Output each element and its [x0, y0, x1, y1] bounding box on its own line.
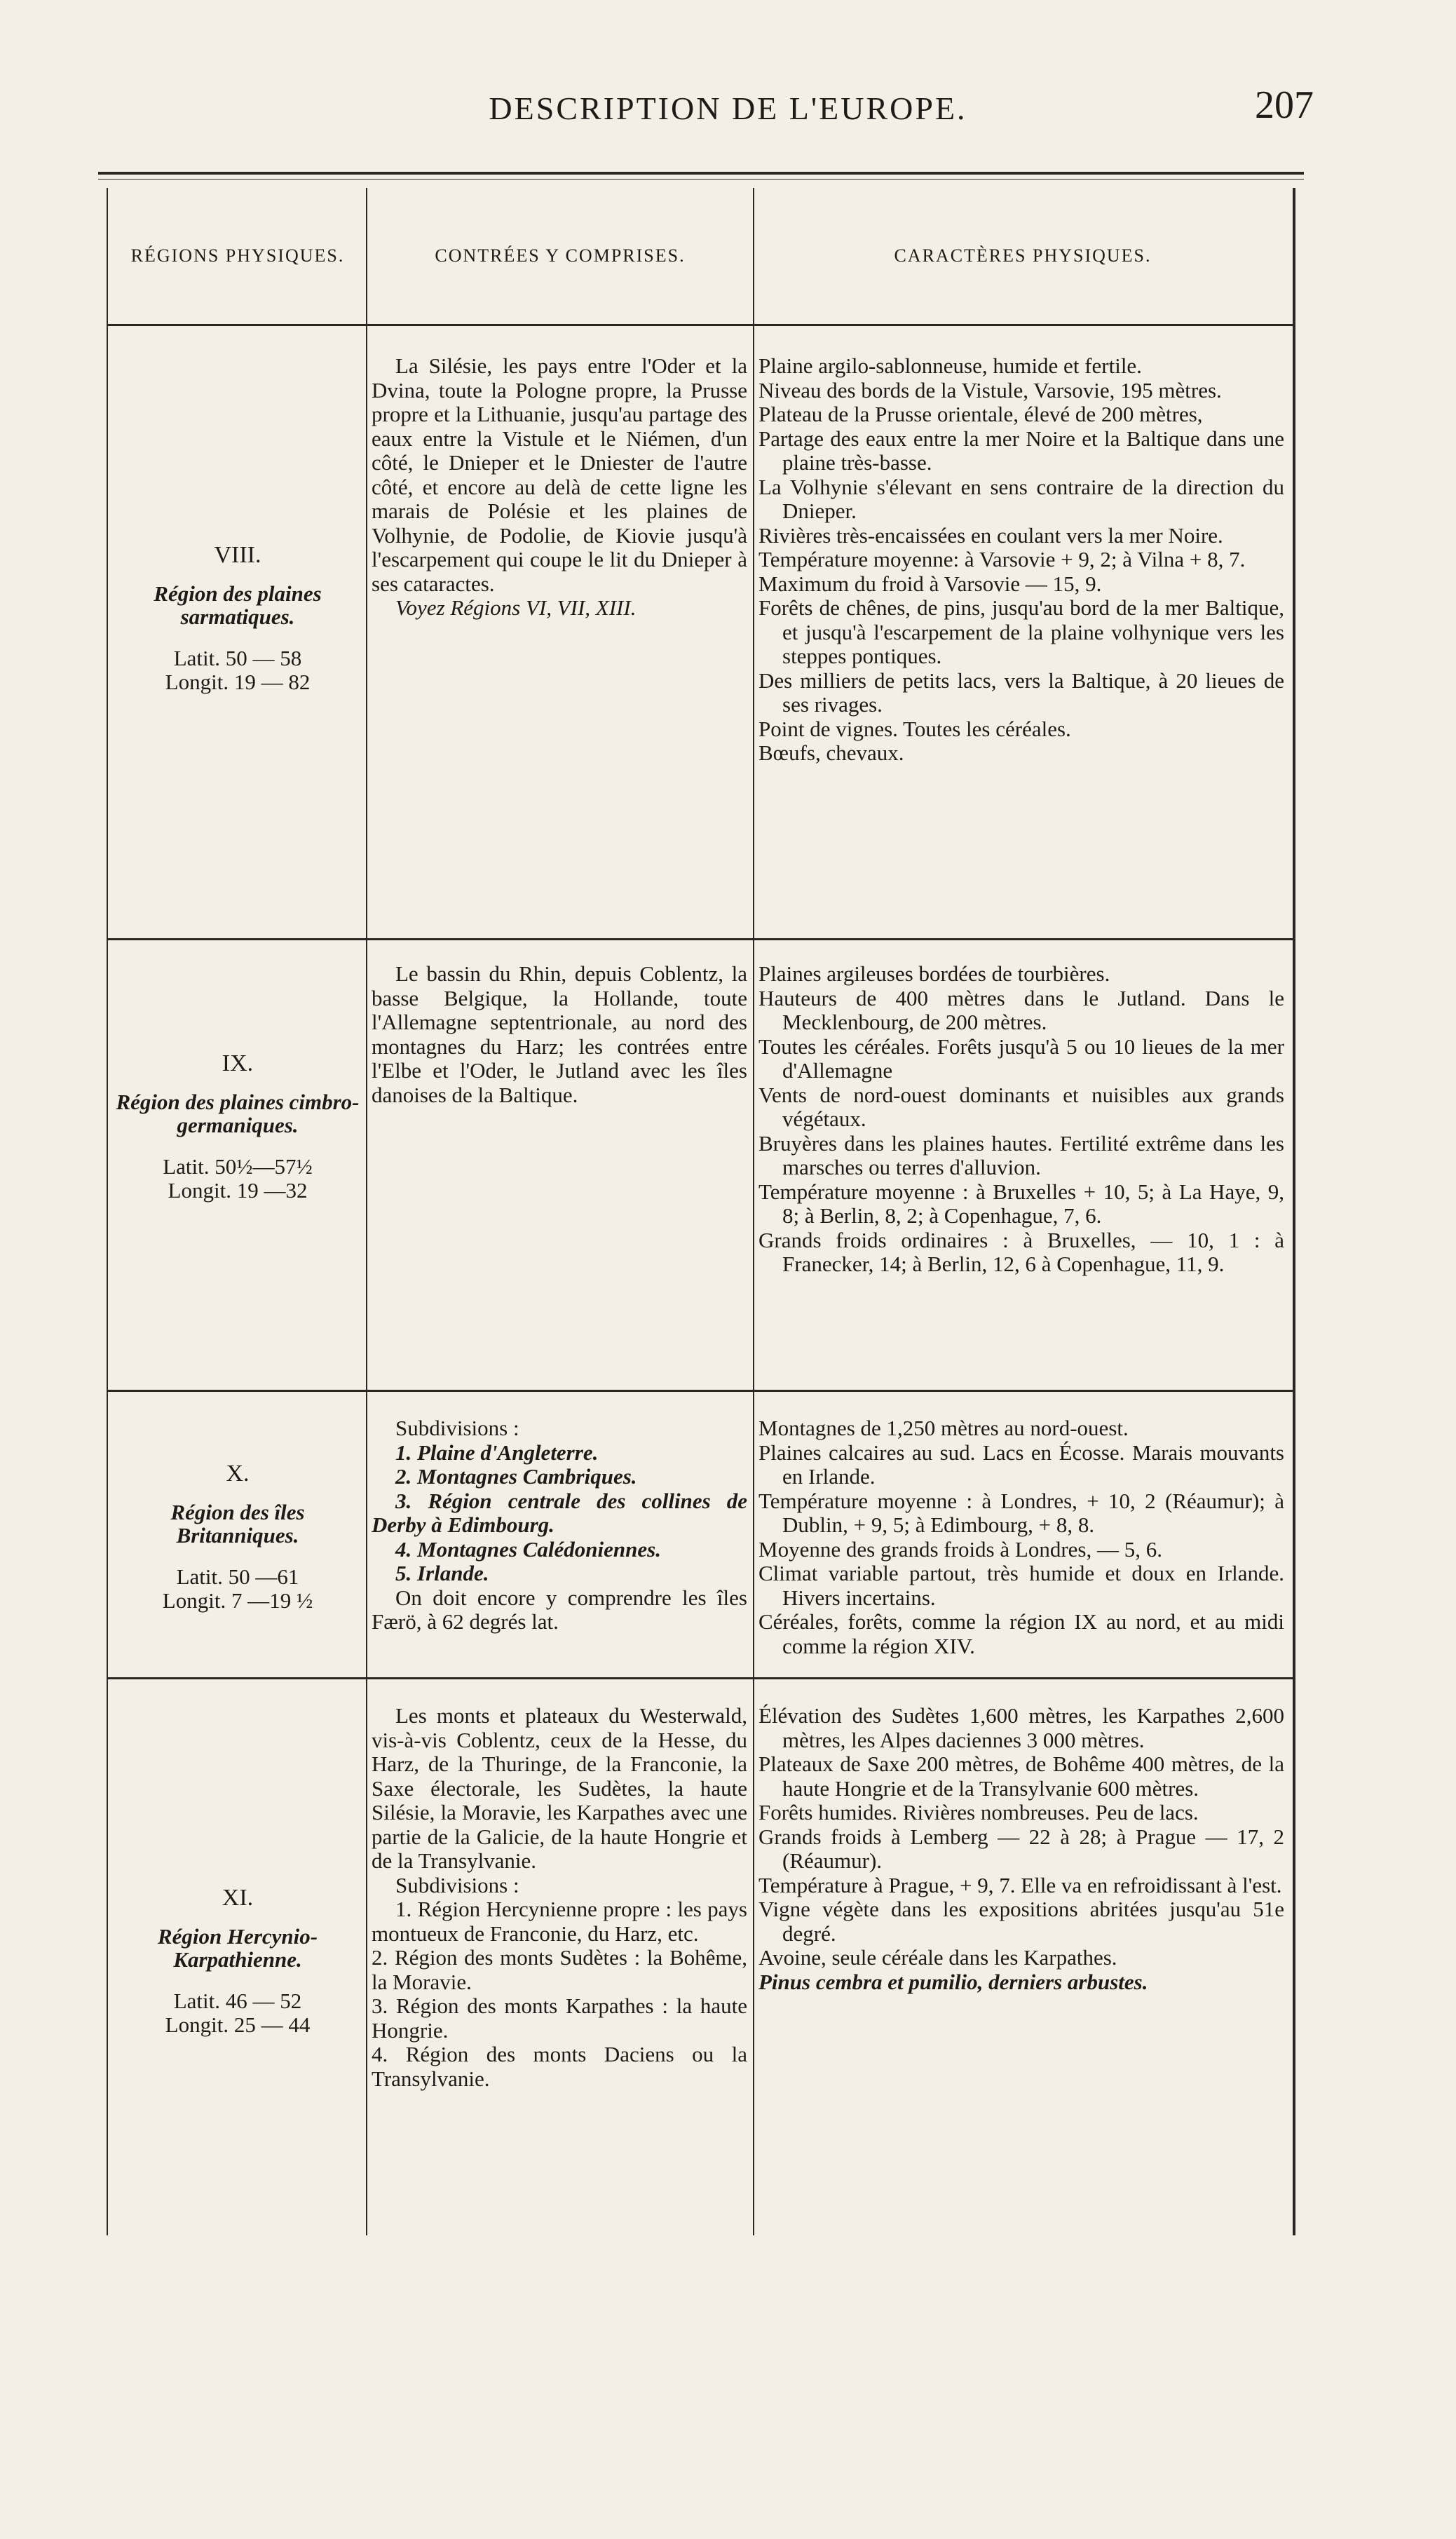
column-divider	[366, 188, 367, 2235]
row-divider	[107, 324, 1294, 326]
countries-cell	[372, 354, 747, 621]
countries-text: Le bassin du Rhin, depuis Coblentz, la basse Belgique, la Hollande, toute l'Allemagne septentrionale, au nord des montagnes du Harz; les contrées entre l'Elbe et l'Oder, le Jutland avec les îles danoises de la Baltique.	[372, 961, 747, 1107]
characteristic-line: Rivières très-encaissées en coulant vers la mer Noire.	[758, 522, 1223, 548]
characteristic-line: Bruyères dans les plaines hautes. Fertilité extrême dans les marsches ou terres d'alluvion.	[758, 1130, 1284, 1179]
characteristic-line: Des milliers de petits lacs, vers la Baltique, à 20 lieues de ses rivages.	[758, 668, 1284, 717]
characteristic-line: Température à Prague, + 9, 7. Elle va en refroidissant à l'est.	[758, 1872, 1282, 1897]
characteristic-line: Maximum du froid à Varsovie — 15, 9.	[758, 571, 1102, 596]
top-rule-thin	[98, 179, 1304, 180]
characteristic-line: Température moyenne : à Londres, + 10, 2 (Réaumur); à Dublin, + 9, 5; à Edimbourg, + 8, 8.	[758, 1488, 1284, 1537]
characteristic-line: Vents de nord-ouest dominants et nuisibles aux grands végétaux.	[758, 1082, 1284, 1131]
characteristic-line: Grands froids ordinaires : à Bruxelles, — 10, 1 : à Franecker, 14; à Berlin, 12, 6 à Copenhague, 11, 9.	[758, 1227, 1284, 1276]
characteristic-line: Hauteurs de 400 mètres dans le Jutland. Dans le Mecklenbourg, de 200 mètres.	[758, 985, 1284, 1034]
characteristic-line: Plateau de la Prusse orientale, élevé de 200 mètres,	[758, 402, 1203, 426]
characteristics-cell	[758, 1416, 1284, 1658]
column-header: RÉGIONS PHYSIQUES.	[130, 245, 345, 266]
characteristic-line: Plaine argilo-sablonneuse, humide et fertile.	[758, 353, 1142, 378]
region-latitude: Latit. 50 — 58	[173, 645, 302, 670]
region-cell	[112, 543, 363, 694]
region-name: Région des îles Britanniques.	[170, 1499, 305, 1548]
characteristic-line: Vigne végète dans les expositions abritées jusqu'au 51e degré.	[758, 1897, 1284, 1946]
characteristic-line: Pinus cembra et pumilio, derniers arbustes.	[758, 1969, 1148, 1994]
countries-cell	[372, 1416, 747, 1634]
row-divider	[107, 938, 1294, 940]
characteristic-line: Moyenne des grands froids à Londres, — 5, 6.	[758, 1536, 1162, 1562]
characteristic-line: Montagnes de 1,250 mètres au nord-ouest.	[758, 1416, 1129, 1440]
subdivisions-label: Subdivisions :	[395, 1416, 519, 1440]
region-cell	[112, 1052, 363, 1203]
characteristic-line: Forêts de chênes, de pins, jusqu'au bord de la mer Baltique, et jusqu'à l'escarpement de la plaine volhynique vers les steppes pontiques.	[758, 595, 1284, 668]
region-longitude: Longit. 7 —19 ½	[162, 1587, 313, 1613]
characteristic-line: Point de vignes. Toutes les céréales.	[758, 716, 1071, 741]
characteristic-line: Plateaux de Saxe 200 mètres, de Bohême 400 mètres, de la haute Hongrie et de la Transylvanie 600 mètres.	[758, 1752, 1284, 1801]
countries-cell	[372, 1704, 747, 2091]
characteristic-line: Avoine, seule céréale dans les Karpathes.	[758, 1945, 1117, 1970]
characteristic-line: La Volhynie s'élevant en sens contraire de la direction du Dnieper.	[758, 474, 1284, 523]
subdivision-item: 4. Région des monts Daciens ou la Transylvanie.	[372, 2042, 747, 2091]
countries-text: Les monts et plateaux du Westerwald, vis-à-vis Coblentz, ceux de la Hesse, du Harz, de la Thuringe, de la Franconie, la Saxe électorale, les Sudètes, la haute Silésie, la Moravie, les Karpathes avec une partie de la Galicie, de la haute Hongrie et de la Transylvanie.	[372, 1703, 747, 1873]
region-cell	[112, 1462, 363, 1613]
region-latitude: Latit. 46 — 52	[173, 1988, 302, 2013]
subdivision-item: 4. Montagnes Calédoniennes.	[395, 1536, 661, 1562]
subdivision-item: 5. Irlande.	[395, 1561, 489, 1585]
characteristic-line: Grands froids à Lemberg — 22 à 28; à Prague — 17, 2 (Réaumur).	[758, 1824, 1284, 1873]
region-number: XI.	[222, 1885, 254, 1911]
countries-cell	[372, 962, 747, 1107]
top-rule	[98, 172, 1304, 175]
subdivision-item: 1. Plaine d'Angleterre.	[395, 1440, 599, 1465]
subdivision-item: 3. Région centrale des collines de Derby à Edimbourg.	[372, 1488, 747, 1537]
subdivision-item: 3. Région des monts Karpathes : la haute Hongrie.	[372, 1993, 747, 2043]
characteristic-line: Élévation des Sudètes 1,600 mètres, les Karpathes 2,600 mètres, les Alpes daciennes 3 000 mètres.	[758, 1703, 1284, 1752]
characteristic-line: Climat variable partout, très humide et doux en Irlande. Hivers incertains.	[758, 1561, 1284, 1610]
subdivision-item: 2. Région des monts Sudètes : la Bohême, la Moravie.	[372, 1945, 747, 1994]
page-number: 207	[1255, 83, 1314, 127]
region-cell	[112, 1886, 363, 2037]
region-name: Région des plaines sarmatiques.	[154, 581, 322, 629]
countries-text: La Silésie, les pays entre l'Oder et la Dvina, toute la Pologne propre, la Prusse propre et la Lithuanie, jusqu'au partage des eaux entre la Vistule et le Niémen, d'un côté, le Dnieper et le Dniester de l'autre côté, et encore au delà de cette ligne les marais de Polésie et les plaines de Volhynie, de Podolie, de Kiovie jusqu'à l'escarpement qui coupe le lit du Dnieper à ses cataractes.	[372, 353, 747, 596]
characteristic-line: Bœufs, chevaux.	[758, 740, 904, 765]
subdivision-item: 2. Montagnes Cambriques.	[395, 1464, 637, 1489]
region-note: On doit encore y comprendre les îles Færö, à 62 degrés lat.	[372, 1585, 747, 1634]
region-name: Région des plaines cimbro-germaniques.	[116, 1089, 360, 1137]
region-longitude: Longit. 25 — 44	[165, 2012, 311, 2037]
column-header: CONTRÉES Y COMPRISES.	[435, 245, 686, 266]
characteristic-line: Céréales, forêts, comme la région IX au nord, et au midi comme la région XIV.	[758, 1609, 1284, 1658]
characteristic-line: Partage des eaux entre la mer Noire et la Baltique dans une plaine très-basse.	[758, 426, 1284, 475]
row-divider	[107, 1390, 1294, 1392]
region-number: VIII.	[214, 542, 261, 568]
region-longitude: Longit. 19 — 82	[165, 669, 311, 694]
page-title: DESCRIPTION DE L'EUROPE.	[489, 90, 967, 126]
region-latitude: Latit. 50 —61	[176, 1564, 299, 1589]
characteristic-line: Plaines calcaires au sud. Lacs en Écosse. Marais mouvants en Irlande.	[758, 1440, 1284, 1489]
cross-reference: Voyez Régions VI, VII, XIII.	[395, 595, 637, 620]
characteristic-line: Toutes les céréales. Forêts jusqu'à 5 ou 10 lieues de la mer d'Allemagne	[758, 1034, 1284, 1083]
column-divider	[753, 188, 754, 2235]
subdivision-item: 1. Région Hercynienne propre : les pays montueux de Franconie, du Harz, etc.	[372, 1897, 747, 1946]
characteristics-cell	[758, 1704, 1284, 1994]
characteristic-line: Plaines argileuses bordées de tourbières.	[758, 961, 1110, 986]
region-number: X.	[226, 1461, 250, 1487]
region-latitude: Latit. 50½—57½	[163, 1153, 313, 1179]
characteristics-cell	[758, 354, 1284, 766]
characteristic-line: Température moyenne : à Bruxelles + 10, 5; à La Haye, 9, 8; à Berlin, 8, 2; à Copenhague, 7, 6.	[758, 1179, 1284, 1228]
characteristics-cell	[758, 962, 1284, 1277]
region-name: Région Hercynio-Karpathienne.	[157, 1923, 318, 1972]
region-number: IX.	[222, 1050, 254, 1076]
row-divider	[107, 1677, 1294, 1679]
region-longitude: Longit. 19 —32	[168, 1177, 308, 1203]
subdivisions-label: Subdivisions :	[395, 1872, 519, 1897]
characteristic-line: Forêts humides. Rivières nombreuses. Peu de lacs.	[758, 1800, 1199, 1824]
characteristic-line: Température moyenne: à Varsovie + 9, 2; à Vilna + 8, 7.	[758, 547, 1246, 571]
characteristic-line: Niveau des bords de la Vistule, Varsovie, 195 mètres.	[758, 377, 1222, 402]
column-header: CARACTÈRES PHYSIQUES.	[894, 245, 1152, 266]
